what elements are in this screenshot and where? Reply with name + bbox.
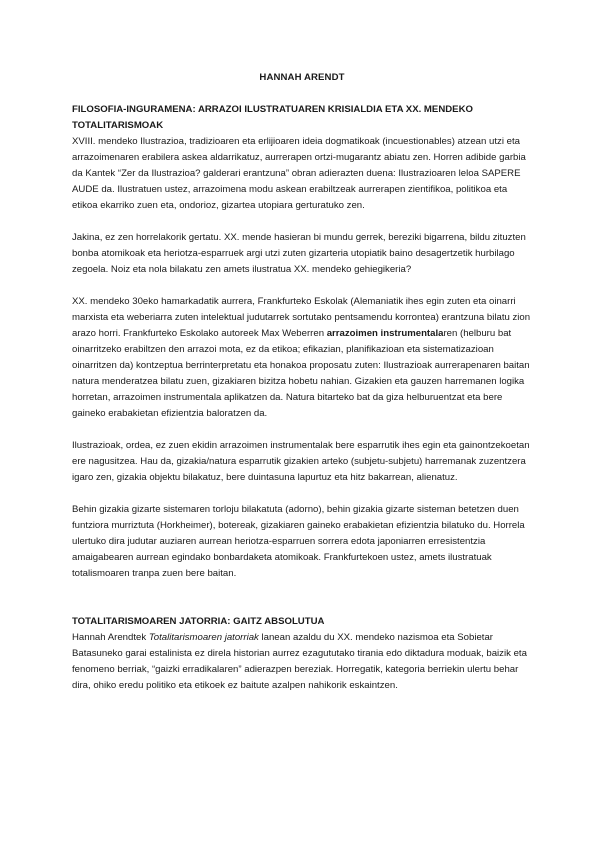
paragraph-instrumental-reason: Ilustrazioak, ordea, ez zuen ekidin arrazoimen instrumentalak bere esparrutik ihes egin eta gainontzekoetan ere nagusitzea. Hau da, gizakia/natura esparrutik gizakien arteko (subjetu-subjetu) harremanak zuzentzera igaro zen, gizakia objektu bilakatuz, bere duintasuna lapurtuz eta hitz bakarrean, alienatuz. bbox=[72, 440, 530, 483]
spacer bbox=[72, 598, 532, 614]
paragraph-system: Behin gizakia gizarte sistemaren torloju bilakatuta (adorno), behin gizakia gizarte sisteman betetzen duen funtziora murriztuta (Horkheimer), botereak, gizakiaren gaineko erabakietan efizientzia bilatuko du. Horrela ulertuko dira judutar auziaren aurrean heriotza-esparruen sorrera edota japoniarren erresistentzia amaigabearen aurrean egindako bonbardaketa atomikoak. Frankfurtekoen ustez, amets ilustratuak totalismoaren tranpa zuen bere baitan. bbox=[72, 504, 525, 579]
section-heading-philosophy: FILOSOFIA-INGURAMENA: ARRAZOI ILUSTRATUAREN KRISIALDIA ETA XX. MENDEKO TOTALITARISMOAK bbox=[72, 104, 473, 131]
paragraph-text: lanean azaldu du XX. mendeko nazismoa eta Sobietar Batasuneko garai estalinista ez direla historian aurrez ezagututako tirania edo diktadura moduak, baizik eta fenomeno berriak, “gaizki erradikalaren” adierazpen bereziak. Horregatik, kategoria berriekin ulertu behar dira, ohiko eredu politiko eta etikoek ez baitute azalpen nahikorik eskaintzen. bbox=[72, 632, 527, 691]
paragraph-enlightenment: XVIII. mendeko Ilustrazioa, tradizioaren eta erlijioaren ideia dogmatikoak (incuestionables) atzean utzi eta arrazoimenaren erabilera askea aldarrikatuz, aurrerapen ortzi-mugarantz abiatu zen. Horren adibide garbia da Kantek “Zer da Ilustrazioa? galderari erantzuna” obran adierazten duena: Ilustrazioaren leloa SAPERE AUDE da. Ilustratuen ustez, arrazoimena modu askean erabiltzeak aurrerapen zientifikoa, politikoa eta etikoa ekarriko zuen eta, ondorioz, gizartea utopiara gerturatuko zen. bbox=[72, 136, 526, 211]
paragraph-text: Hannah Arendtek bbox=[72, 632, 149, 643]
bold-term: arrazoimen instrumentala bbox=[326, 328, 444, 339]
document-title: HANNAH ARENDT bbox=[259, 72, 345, 83]
paragraph-text: ren (helburu bat oinarritzeko erabiltzen den arrazoi mota, ez da etikoa; efikazian, planifikazioan eta sistematizazioan oinarritzen da) kontzeptua berrinterpretatu eta honakoa proposatu zuten: Ilustrazioak aurrerapenaren baitan natura menderatzea bilatu zuen, gizakiaren bizitza hobetu nahian. Gizakien eta gauzen harremanen logika horretan, arrazoimen instrumentala aplikatzen da. Natura bitarteko bat da giza helburuentzat eta bere gaineko erabakietan efizientzia baloratzen da. bbox=[72, 328, 530, 419]
paragraph-text: XX. mendeko 30eko hamarkadatik aurrera, Frankfurteko Eskolak (Alemaniatik ihes egin zuten eta oinarri marxista eta weberiarra zuten intelektual judutarrek sortutako pentsamendu korrontea) erantzuna bilatu zion arazo horri. Frankfurteko Eskolako autoreek Max Weberren bbox=[72, 296, 531, 339]
book-title: Totalitarismoaren jatorriak bbox=[148, 632, 259, 643]
paragraph-arendt bbox=[72, 630, 532, 694]
paragraph-frankfurt-school bbox=[72, 294, 532, 422]
paragraph-world-wars: Jakina, ez zen horrelakorik gertatu. XX. mende hasieran bi mundu gerrek, bereziki bigarrena, bildu zituzten bonba atomikoak eta heriotza-esparruek argi utzi zuten gizarteria utopiatik baino desagertzetik hurbilago zegoela. Noiz eta nola bilakatu zen amets ilustratua XX. mendeko gehiegikeria? bbox=[72, 232, 526, 275]
section-heading-totalitarianism: TOTALITARISMOAREN JATORRIA: GAITZ ABSOLUTUA bbox=[72, 616, 325, 627]
